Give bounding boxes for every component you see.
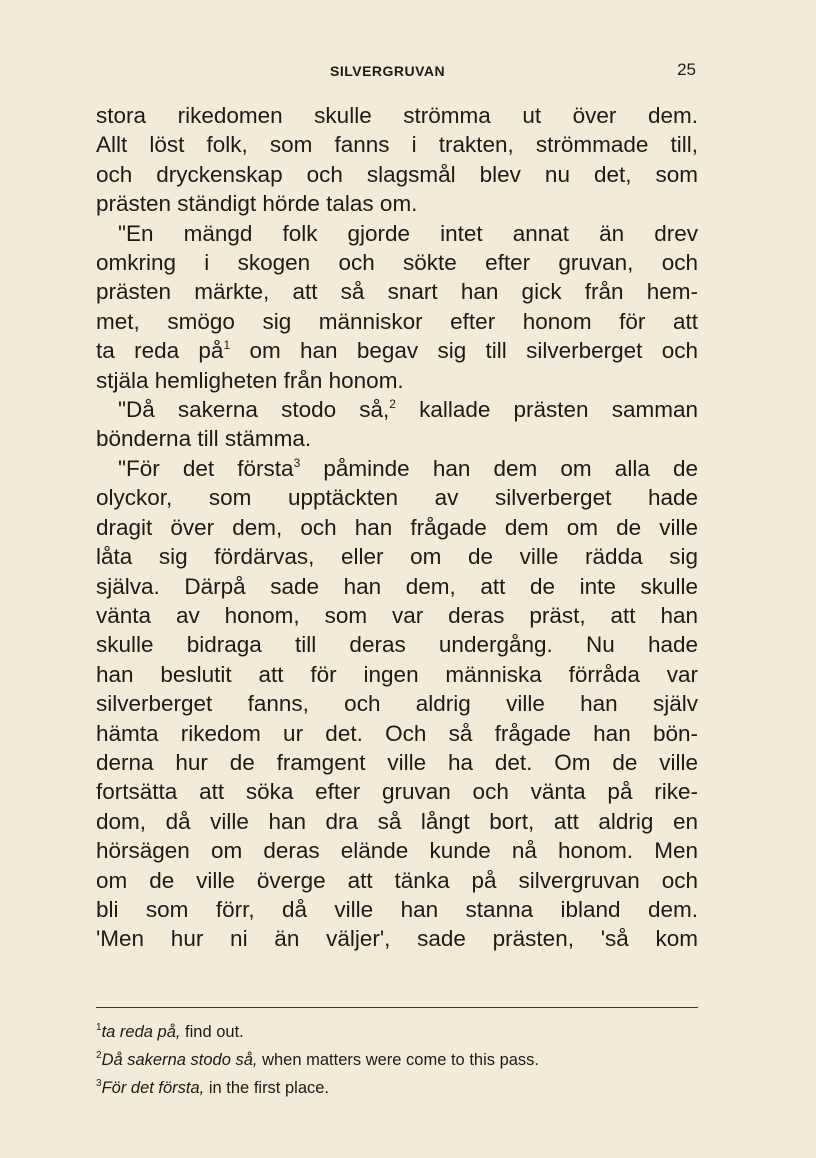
text-fragment: ta reda på [96, 338, 224, 364]
text-line: hämta rikedom ur det. Och så frågade han bön- [96, 720, 698, 746]
text-line: låta sig fördärvas, eller om de ville rädda sig [96, 544, 698, 570]
footnote-number: 3 [96, 1078, 102, 1089]
text-line: Allt löst folk, som fanns i trakten, strömmade till, [96, 132, 698, 158]
footnote-mark: 1 [223, 338, 231, 353]
page-header [96, 60, 696, 84]
footnotes [96, 1018, 698, 1102]
body-text [96, 101, 698, 954]
footnote-number: 2 [96, 1050, 102, 1061]
text-line: dragit över dem, och han frågade dem om de ville [96, 514, 698, 540]
text-line: om de ville överge att tänka på silvergruvan och [96, 867, 698, 893]
text-fragment: påminde han dem om alla de [300, 455, 698, 481]
text-line [96, 336, 698, 365]
text-fragment: "För det första [118, 455, 294, 481]
text-line: bli som förr, då ville han stanna ibland dem. [96, 896, 698, 922]
text-line: derna hur de framgent ville ha det. Om de ville [96, 749, 698, 775]
page-number: 25 [677, 60, 696, 79]
footnote-mark: 2 [389, 397, 396, 412]
text-line: olyckor, som upptäckten av silverberget hade [96, 485, 698, 511]
footnote-text: in the first place. [204, 1079, 330, 1097]
footnote-term: För det första, [101, 1079, 205, 1097]
text-line [96, 395, 698, 424]
footnote-mark: 3 [293, 455, 301, 470]
text-line: han beslutit att för ingen människa förråda var [96, 661, 698, 687]
footnote-text: find out. [180, 1023, 244, 1041]
text-line: stjäla hemligheten från honom. [96, 367, 404, 393]
running-title: SILVERGRUVAN [330, 63, 446, 79]
text-line: fortsätta att söka efter gruvan och vänta på rike- [96, 779, 698, 805]
footnote-number: 1 [96, 1022, 102, 1033]
text-line [96, 454, 698, 483]
text-line: dom, då ville han dra så långt bort, att aldrig en [96, 808, 698, 834]
footnote [96, 1018, 698, 1046]
text-line: hörsägen om deras elände kunde nå honom. Men [96, 838, 698, 864]
text-line: prästen märkte, att så snart han gick från hem- [96, 279, 698, 305]
text-line: 'Men hur ni än väljer', sade prästen, 'så kom [96, 926, 698, 952]
text-line: och dryckenskap och slagsmål blev nu det, som [96, 161, 698, 187]
text-fragment: "Då sakerna stodo så, [118, 397, 390, 423]
text-line: omkring i skogen och sökte efter gruvan, och [96, 250, 698, 276]
text-line: prästen ständigt hörde talas om. [96, 191, 418, 217]
footnote-term: Då sakerna stodo så, [101, 1051, 258, 1069]
footnote [96, 1074, 698, 1102]
footnote-term: ta reda på, [101, 1023, 181, 1041]
text-fragment: kallade prästen samman [395, 397, 698, 423]
text-line: vänta av honom, som var deras präst, att han [96, 602, 698, 628]
text-line: skulle bidraga till deras undergång. Nu hade [96, 632, 698, 658]
footnote-text: when matters were come to this pass. [257, 1051, 540, 1069]
text-line: "En mängd folk gjorde intet annat än drev [118, 220, 698, 246]
text-line: silverberget fanns, och aldrig ville han själv [96, 691, 698, 717]
footnote [96, 1046, 698, 1074]
text-line: stora rikedomen skulle strömma ut över dem. [96, 103, 698, 128]
text-line: met, smögo sig människor efter honom för att [96, 308, 698, 334]
text-fragment: om han begav sig till silverberget och [230, 338, 699, 364]
text-line: själva. Därpå sade han dem, att de inte skulle [96, 573, 698, 599]
text-line: bönderna till stämma. [96, 426, 312, 452]
footnote-divider [96, 1007, 698, 1008]
